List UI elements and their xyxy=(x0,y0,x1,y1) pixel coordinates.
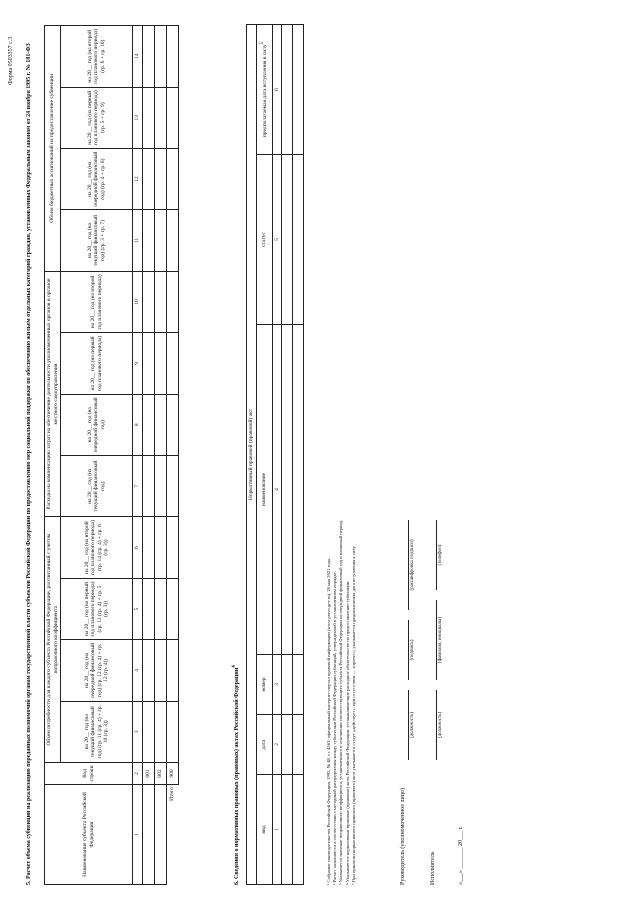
subheader: на 20__ год (на очередной финансовый год) xyxy=(61,394,133,455)
row-code: 001 xyxy=(142,763,154,785)
col-number: 2 xyxy=(133,763,143,785)
subheader: на 20__ год (на очередной финансовый год) (гр. 12 (гр. 4) + гр. 12 (гр. 4)) xyxy=(61,640,133,701)
decoding-caption: (расшифровка подписи) xyxy=(408,520,415,610)
header-subject-name: Наименование субъекта Российской Федерации xyxy=(45,785,133,885)
header-kind: вид xyxy=(256,775,272,885)
col-number: 14 xyxy=(133,26,143,88)
subheader: на 20__ год (на текущий финансовый год) (гр. 11 (гр. 4) + гр. 10 (гр. 3)) xyxy=(61,701,133,762)
subheader: на 20__ год (на первый год планового периода) (гр. 13 (гр. 4) + гр. 5 (гр. 3)) xyxy=(61,578,133,639)
footnote: ¹ Собрание законодательства Российской Федерации, 1995, № 48, ст. 4563; официальный интернет-портал правовой информации (www.pravo.gov.ru), 28 мая 2021 года. xyxy=(326,557,331,885)
table-row xyxy=(142,26,154,885)
footnote: ⁵ При принятии нормативного правового (правового) акта указывается статус «действует», при отсутствии — «проект»; указывается предполагаемая дата вступления в силу. xyxy=(350,545,356,885)
header-effective-date: предполагаемая дата вступления в силу$^5$ xyxy=(256,24,272,154)
head-label: Руководитель (уполномоченное лицо) xyxy=(400,788,406,885)
section6-table xyxy=(246,24,304,885)
col-number: 4 xyxy=(272,325,282,655)
table-row xyxy=(154,26,166,885)
col-number: 7 xyxy=(133,455,143,516)
header-date: дата xyxy=(256,715,272,775)
header-number: номер xyxy=(256,655,272,715)
col-number: 11 xyxy=(133,210,143,271)
row-code: 002 xyxy=(154,763,166,785)
footnotes xyxy=(326,25,357,885)
col-number: 6 xyxy=(272,24,282,154)
subheader: на 20__ год (на текущий финансовый год) xyxy=(61,455,133,516)
col-number: 1 xyxy=(133,785,143,885)
date-line: «___» _______ 20___ г. xyxy=(458,826,464,885)
section5-title: 5. Расчет объема субвенции на реализацию переданных полномочий органам государственной власти субъектов Российской Федерации по предоставлению мер социальной поддержки по обеспечению жильем отдельных категорий граждан, установленных Федеральным законом от 24 ноября 1995 г. № 181-ФЗ xyxy=(26,43,32,885)
header-budget-allocation: Объем бюджетных ассигнований на предоставление субвенции xyxy=(45,26,61,272)
subheader: на 20__ год (на текущий финансовый год) (гр. 3 + гр. 7) xyxy=(61,210,133,271)
form-id: Форма 0503357 с.3 xyxy=(8,36,14,85)
total-label: Итого xyxy=(166,785,178,885)
footnote: ² Расчет заполняется в соответствии с методикой распределения между субъектами Российской Федерации субвенций, утвержденной в установленном порядке. xyxy=(332,571,338,885)
col-number: 9 xyxy=(133,333,143,394)
subheader: на 20__ год (на второй год планового периода) (гр. 6 + гр. 10) xyxy=(61,26,133,88)
col-number: 1 xyxy=(272,775,282,885)
position-caption: (должность) xyxy=(408,690,415,760)
footnote: ⁴ Указываются нормативные правовые (правовые) акты Российской Федерации, устанавливающие расходное обязательство по предоставлению субвенции. xyxy=(344,580,350,885)
header-compensation: Расходы на компенсацию затрат на обеспечение деятельности уполномоченных органов и органов местного самоуправления xyxy=(45,271,61,517)
row-code: 900 xyxy=(166,763,178,785)
col-number: 6 xyxy=(133,517,143,578)
executor-label: Исполнитель xyxy=(430,851,436,885)
header-legal-act: Нормативный правовой (правовой) акт xyxy=(247,24,257,884)
position-caption: (должность) xyxy=(436,690,443,760)
fio-caption: (фамилия, инициалы) xyxy=(436,600,443,680)
table-row xyxy=(282,24,293,884)
col-number: 3 xyxy=(272,655,282,715)
col-number: 13 xyxy=(133,87,143,148)
col-number: 3 xyxy=(133,701,143,762)
header-row-code: Код строки xyxy=(45,763,133,785)
col-number: 4 xyxy=(133,640,143,701)
table-row xyxy=(293,24,304,884)
col-number: 8 xyxy=(133,394,143,455)
section5-table xyxy=(44,25,179,885)
col-number: 5 xyxy=(272,155,282,325)
total-row xyxy=(166,26,178,885)
subheader: на 20__ год (на второй год планового периода) xyxy=(61,271,133,332)
phone-caption: (телефон) xyxy=(436,520,443,590)
subheader: на 20__ год (на первый год планового периода) (гр. 5 + гр. 9) xyxy=(61,87,133,148)
col-number: 2 xyxy=(272,715,282,775)
col-number: 12 xyxy=(133,148,143,209)
subheader: на 20__ год (на первый год планового периода) xyxy=(61,333,133,394)
section6-title: 6. Сведения о нормативных правовых (правовых) актах Российской Федерации$^4$ xyxy=(232,665,240,885)
subheader: на 20__ год (на очередной финансовый год) (гр. 4 + гр. 8) xyxy=(61,148,133,209)
header-status: статус xyxy=(256,155,272,325)
col-number: 5 xyxy=(133,578,143,639)
col-number: 10 xyxy=(133,271,143,332)
header-need-volume: Объем потребности для каждого субъекта Российской Федерации, рассчитанный с учетом поправочного коэффициента xyxy=(45,517,61,763)
header-title: наименование xyxy=(256,325,272,655)
signature-caption: (подпись) xyxy=(408,620,415,680)
subheader: на 20__ год (на второй год планового периода) (гр. 14 (гр. 4) + гр. 6 (гр. 3)) xyxy=(61,517,133,578)
footnote: ³ Указывается значение поправочного коэффициента, установленного в отношении соответствующего субъекта Российской Федерации на очередной финансовый год и плановый период. xyxy=(338,519,344,885)
